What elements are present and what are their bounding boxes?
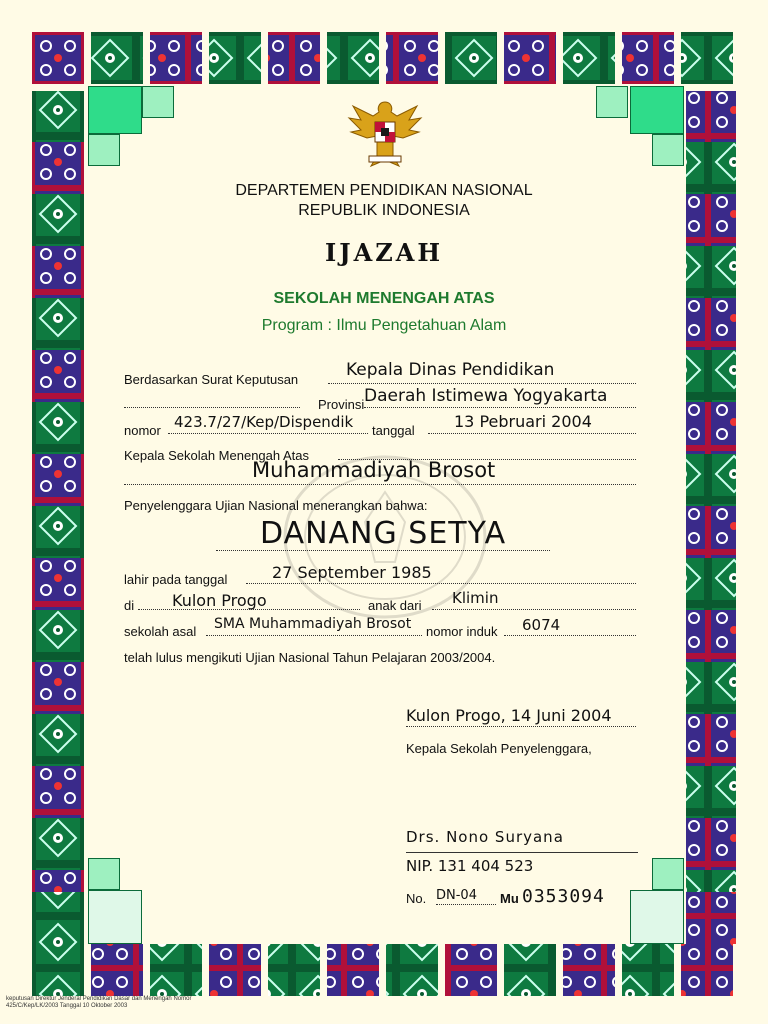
dotline-provinsi-pre (124, 407, 300, 408)
value-surat-keputusan: Kepala Dinas Pendidikan (346, 360, 555, 380)
corner-ornament-top-right-small2 (652, 134, 684, 166)
department-line-2: REPUBLIK INDONESIA (298, 202, 470, 219)
corner-ornament-top-left-small (142, 86, 174, 118)
label-di: di (124, 598, 135, 613)
value-sekolah-asal: SMA Muhammadiyah Brosot (214, 616, 412, 632)
label-penyelenggara: Penyelenggara Ujian Nasional menerangkan bahwa: (124, 498, 428, 513)
dotline-induk (504, 635, 636, 636)
dotline-nomor (168, 433, 368, 434)
label-nomor: nomor (124, 423, 161, 438)
label-lulus: telah lulus mengikuti Ujian Nasional Tahun Pelajaran 2003/2004. (124, 650, 496, 665)
school-type-heading: SEKOLAH MENENGAH ATAS (273, 290, 495, 307)
label-tanggal: tanggal (372, 423, 415, 438)
signature-role: Kepala Sekolah Penyelenggara, (406, 741, 592, 756)
department-line-1: DEPARTEMEN PENDIDIKAN NASIONAL (235, 182, 533, 199)
corner-ornament-top-right-small (596, 86, 628, 118)
value-di: Kulon Progo (172, 591, 267, 610)
corner-ornament-bottom-right-small (652, 858, 684, 890)
label-surat-keputusan: Berdasarkan Surat Keputusan (124, 372, 299, 387)
value-nomor-induk: 6074 (522, 616, 561, 634)
dotline-sekolah-asal (206, 635, 422, 636)
dotline-tanggal (428, 433, 636, 434)
dotline-provinsi (364, 407, 636, 408)
corner-ornament-bottom-left-small (88, 858, 120, 890)
garuda-emblem-icon (343, 96, 427, 174)
value-anak-dari: Klimin (452, 589, 499, 607)
signature-place-date: Kulon Progo, 14 Juni 2004 (406, 706, 612, 725)
signature-nip: NIP. 131 404 523 (406, 857, 534, 875)
corner-ornament-top-right (630, 86, 684, 134)
label-nomor-induk: nomor induk (426, 624, 498, 639)
value-nomor: 423.7/27/Kep/Dispendik (174, 413, 354, 431)
dotline-anak (432, 609, 636, 610)
program-heading: Program : Ilmu Pengetahuan Alam (261, 317, 507, 334)
corner-ornament-top-left (88, 86, 142, 134)
dotline-student-name (216, 550, 550, 551)
value-provinsi: Daerah Istimewa Yogyakarta (364, 386, 608, 406)
corner-ornament-bottom-right (630, 890, 684, 944)
label-kepala-sekolah: Kepala Sekolah Menengah Atas (124, 448, 310, 463)
value-school-name: Muhammadiyah Brosot (252, 458, 496, 482)
label-anak-dari: anak dari (368, 598, 422, 613)
corner-ornament-top-left-small2 (88, 134, 120, 166)
corner-ornament-bottom-left (88, 890, 142, 944)
value-tanggal: 13 Pebruari 2004 (454, 412, 592, 431)
dotline-lahir (246, 583, 636, 584)
label-sekolah-asal: sekolah asal (124, 624, 197, 639)
value-lahir: 27 September 1985 (272, 563, 432, 582)
dotline-sk (328, 383, 636, 384)
certificate-title: IJAZAH (324, 238, 444, 267)
dotline-school (124, 484, 636, 485)
label-provinsi: Provinsi (318, 397, 365, 412)
dotline-serial (436, 904, 496, 905)
dotline-place-date (406, 726, 636, 727)
serial-code: DN-04 (436, 888, 477, 903)
signature-name: Drs. Nono Suryana (406, 828, 564, 846)
signature-line (406, 852, 638, 853)
serial-mu: Mu (500, 891, 519, 906)
serial-number: 0353094 (522, 886, 605, 907)
serial-label-no: No. (406, 891, 427, 906)
footnote: keputusan Direktur Jenderal Pendidikan Dasar dan Menengah Nomor 425/C/Kep/LK/2003 Tanggal 10 Oktober 2003 (6, 996, 192, 1009)
label-lahir: lahir pada tanggal (124, 572, 228, 587)
value-student-name: DANANG SETYA (260, 516, 507, 551)
